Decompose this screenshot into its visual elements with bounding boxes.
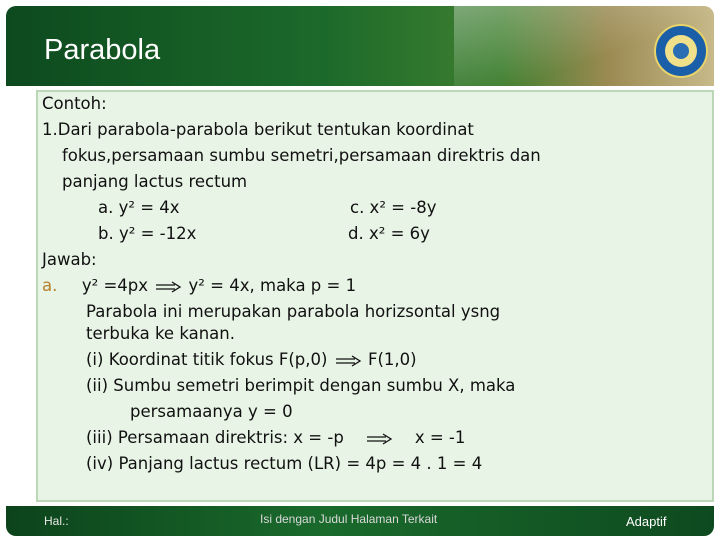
step-iii-result: x = -1 (414, 428, 466, 447)
step-iii (86, 428, 465, 447)
answer-equation-right: y² = 4x, maka p = 1 (188, 276, 357, 295)
question-line-3: panjang lactus rectum (62, 172, 248, 191)
option-d: d. x² = 6y (348, 224, 430, 243)
answer-heading: Jawab: (42, 250, 97, 269)
footer-bar (6, 506, 714, 536)
step-iii-text: (iii) Persamaan direktris: x = -p (86, 428, 344, 447)
answer-equation-left: y² =4px (81, 276, 149, 295)
question-line-2: fokus,persamaan sumbu semetri,persamaan direktris dan (62, 146, 541, 165)
heading: Contoh: (42, 94, 107, 113)
description-line-2: terbuka ke kanan. (86, 324, 235, 343)
question-line-1: 1.Dari parabola-parabola berikut tentukan koordinat (42, 120, 474, 139)
answer-marker: a. (42, 276, 58, 295)
description-line-1: Parabola ini merupakan parabola horizsontal ysng (86, 302, 501, 321)
step-i (86, 350, 417, 369)
page-number-label: Hal.: (44, 514, 69, 528)
title-bar (6, 6, 714, 86)
option-c: c. x² = -8y (350, 198, 437, 217)
step-ii-line-2: persamaanya y = 0 (130, 402, 293, 421)
option-b: b. y² = -12x (98, 224, 197, 243)
tut-wuri-handayani-logo (654, 24, 708, 78)
option-a: a. y² = 4x (98, 198, 180, 217)
implies-arrow-icon (364, 433, 394, 445)
answer-a-row (42, 276, 356, 295)
step-iv: (iv) Panjang lactus rectum (LR) = 4p = 4 . 1 = 4 (86, 454, 483, 473)
step-i-text: (i) Koordinat titik fokus F(p,0) (86, 350, 328, 369)
footer-title: Isi dengan Judul Halaman Terkait (260, 512, 438, 526)
page-title: Parabola (44, 34, 161, 66)
step-ii-line-1: (ii) Sumbu semetri berimpit dengan sumbu X, maka (86, 376, 516, 395)
footer-brand: Adaptif (626, 514, 667, 529)
step-i-result: F(1,0) (367, 350, 417, 369)
implies-arrow-icon (333, 355, 363, 367)
implies-arrow-icon (153, 281, 183, 293)
